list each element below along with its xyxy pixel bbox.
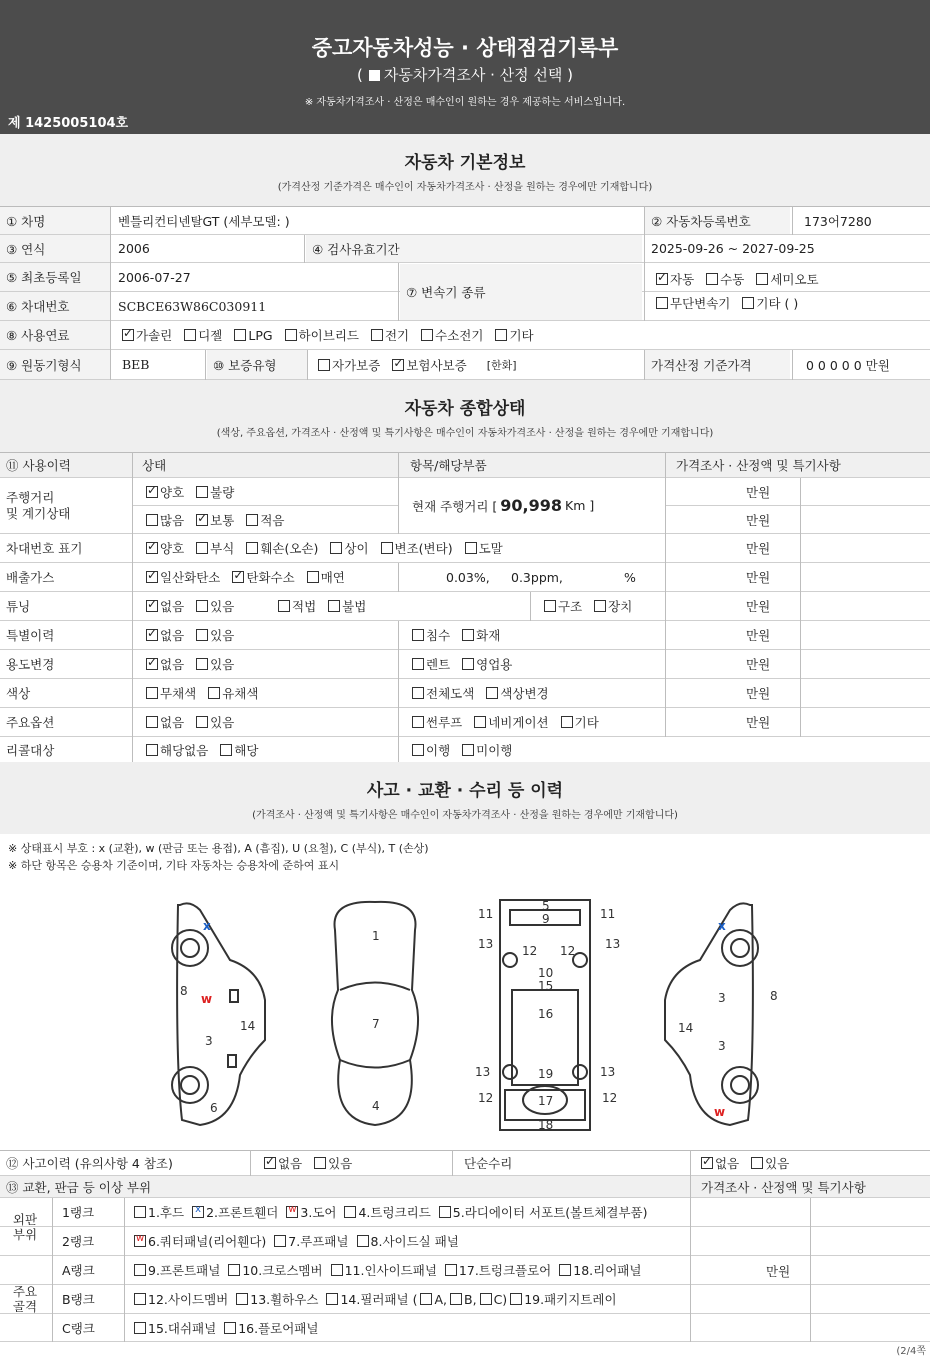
diagram-label-5: 5 [542, 899, 550, 913]
vin-mark-rust-checkbox[interactable] [196, 542, 208, 554]
fuel-other-checkbox[interactable] [495, 329, 507, 341]
row-emission: 배출가스 ✓ 일산화탄소 ✓ 탄화수소 매연 0.03%, 0.3ppm, % 만원 [0, 563, 930, 592]
mark-w-right: w [714, 1105, 726, 1119]
meter-good-checkbox[interactable] [146, 486, 158, 498]
row-rank2: 2랭크 w 6.쿼터패널(리어휀다) 7.루프패널 8.사이드실 패널 [0, 1227, 930, 1256]
diagram-label-6: 6 [210, 1101, 218, 1115]
option-none-checkbox[interactable] [146, 716, 158, 728]
special-flood-checkbox[interactable] [412, 629, 424, 641]
record-number: 제 1425005104호 [8, 116, 129, 131]
vin-mark-smear-checkbox[interactable] [465, 542, 477, 554]
page-title: 중고자동차성능 · 상태점검기록부 [311, 36, 619, 60]
row-first-reg: ⑤ 최초등록일 2006-07-27 [0, 263, 930, 292]
vin-mark-good-checkbox[interactable] [146, 542, 158, 554]
basic-info-title: 자동차 기본정보 [404, 153, 526, 173]
color-change-checkbox[interactable] [486, 687, 498, 699]
tuning-legal-checkbox[interactable] [278, 600, 290, 612]
part-package-tray-checkbox[interactable] [510, 1293, 522, 1305]
legend-note: ※ 하단 항목은 승용차 기준이며, 기타 자동차는 승용차에 준하여 표시 [8, 859, 340, 872]
fuel-gasoline-checkbox[interactable] [122, 329, 134, 341]
recall-na-checkbox[interactable] [146, 744, 158, 756]
fuel-lpg-checkbox[interactable] [234, 329, 246, 341]
svg-text:3: 3 [718, 991, 726, 1005]
fuel-hydrogen-checkbox[interactable] [421, 329, 433, 341]
diagram-label-13: 13 [478, 937, 494, 951]
warranty-self-checkbox[interactable] [318, 359, 330, 371]
part-pillar-panel-checkbox[interactable] [326, 1293, 338, 1305]
emission-hc-value: 0.3ppm, [511, 569, 563, 585]
mark-x-left: x [203, 919, 211, 933]
row-rank1: 1랭크 1.후드 x 2.프론트휀더 w 3.도어 4.트렁크리드 5.라디에이터 서포트(볼트체결부품) [0, 1198, 930, 1227]
part-trunk-lid-checkbox[interactable] [344, 1206, 356, 1218]
diagram-label-17: 17 [538, 1094, 554, 1108]
accident-title: 사고 · 교환 · 수리 등 이력 [366, 781, 564, 801]
price-option-line: ( 자동차가격조사 · 산정 선택 ) [357, 66, 573, 84]
row-rankC: C랭크 15.대쉬패널 16.플로어패널 [0, 1314, 930, 1342]
car-damage-diagram [0, 880, 930, 1150]
part-quarter-panel-checkbox[interactable] [134, 1235, 146, 1247]
price-option-checkbox[interactable] [369, 70, 380, 81]
diagram-label-8: 8 [180, 984, 188, 998]
car-name-value: 벤틀리컨티넨탈GT (세부모델: ) [118, 213, 290, 229]
color-achromatic-checkbox[interactable] [146, 687, 158, 699]
use-business-checkbox[interactable] [462, 658, 474, 670]
accident-subtitle: (가격조사 · 산정액 및 특기사항은 매수인이 자동차가격조사 · 산정을 원하는 경우에만 기재합니다) [252, 810, 678, 821]
tuning-none-checkbox[interactable] [146, 600, 158, 612]
row-accident-history: ⑫ 사고이력 (유의사항 4 참조) ✓ 없음 있음 단순수리 ✓ 없음 있음 [0, 1150, 930, 1176]
inspect-period-value: 2025-09-26 ~ 2027-09-25 [651, 241, 815, 256]
part-roof-panel-checkbox[interactable] [274, 1235, 286, 1247]
option-other-checkbox[interactable] [561, 716, 573, 728]
part-wheel-house-checkbox[interactable] [236, 1293, 248, 1305]
use-rent-checkbox[interactable] [412, 658, 424, 670]
price-value: 0 0 0 0 0 만원 [806, 357, 890, 373]
accident-none-checkbox[interactable] [264, 1157, 276, 1169]
emission-co-value: 0.03%, [446, 569, 490, 585]
part-dash-panel-checkbox[interactable] [134, 1322, 146, 1334]
part-floor-panel-checkbox[interactable] [224, 1322, 236, 1334]
option-sunroof-checkbox[interactable] [412, 716, 424, 728]
emission-smoke-checkbox[interactable] [307, 571, 319, 583]
trans-auto-checkbox[interactable] [656, 273, 668, 285]
trans-manual-checkbox[interactable] [706, 273, 718, 285]
special-fire-checkbox[interactable] [462, 629, 474, 641]
vin-mark-damage-checkbox[interactable] [246, 542, 258, 554]
diagram-label-11: 11 [478, 907, 494, 921]
part-front-fender-checkbox[interactable] [192, 1206, 204, 1218]
row-year: ③ 연식 2006 ④ 검사유효기간 2025-09-26 ~ 2027-09-25 [0, 235, 930, 263]
row-special: 특별이력 ✓ 없음 있음 침수 화재 만원 [0, 621, 930, 650]
special-none-checkbox[interactable] [146, 629, 158, 641]
svg-text:8: 8 [770, 989, 778, 1003]
diagram-label-18: 18 [538, 1118, 554, 1132]
tuning-exists-checkbox[interactable] [196, 600, 208, 612]
simple-repair-none-checkbox[interactable] [701, 1157, 713, 1169]
fuel-hybrid-checkbox[interactable] [285, 329, 297, 341]
accident-exists-checkbox[interactable] [314, 1157, 326, 1169]
svg-text:12: 12 [602, 1091, 618, 1105]
mileage-value: 90,998 [500, 496, 563, 515]
svg-text:3: 3 [718, 1039, 726, 1053]
part-front-panel-checkbox[interactable] [134, 1264, 146, 1276]
diagram-label-12: 12 [522, 944, 538, 958]
mileage-few-checkbox[interactable] [246, 514, 258, 526]
emission-hc-checkbox[interactable] [232, 571, 244, 583]
fuel-electric-checkbox[interactable] [371, 329, 383, 341]
row-use-change: 용도변경 ✓ 없음 있음 렌트 영업용 만원 [0, 650, 930, 679]
row-rankB: B랭크 12.사이드멤버 13.휠하우스 14.필러패널 ( A, B, C) 19.패키지트레이 [0, 1285, 930, 1314]
first-reg-value: 2006-07-27 [118, 269, 191, 285]
header-banner [0, 0, 930, 134]
overall-header-row: ⑪ 사용이력 상태 항목/해당부품 가격조사 · 산정액 및 특기사항 [0, 452, 930, 478]
tuning-illegal-checkbox[interactable] [328, 600, 340, 612]
trans-row-2: 무단변속기 기타 ( ) [650, 290, 810, 316]
use-change-none-checkbox[interactable] [146, 658, 158, 670]
basic-info-table: ① 차명 벤틀리컨티넨탈GT (세부모델: ) ② 자동차등록번호 173어7280 ③ 연식 2006 ④ 검사유효기간 2025-09-26 ~ 2027-09-25 ⑤ 최초등록일 2006-07-27 ⑥ 차대번호 SCBCE63W86C030911 ⑦ 변속기 종류 ✓ 자동 수동 세미오토 무단변속기 기타 ( ) ⑧ 사용연료 ✓ 가솔린 디젤 LPG 하이브리드 전기 수소전기 기타 ⑨ 원동기형식 BEB ⑩ 보증유형 자가보증 ✓ 보험사보증 [한화] 가격산정 기준가격 0 0 0 0 0 만원 [0, 206, 930, 380]
simple-repair-exists-checkbox[interactable] [751, 1157, 763, 1169]
row-vin-mark: 차대번호 표기 ✓ 양호 부식 훼손(오손) 상이 변조(변타) 도말 만원 [0, 534, 930, 563]
vin-mark-differ-checkbox[interactable] [330, 542, 342, 554]
reg-no-value: 173어7280 [804, 213, 872, 229]
part-side-sill-checkbox[interactable] [357, 1235, 369, 1247]
svg-text:11: 11 [600, 907, 616, 921]
tuning-device-checkbox[interactable] [594, 600, 606, 612]
row-fuel: ⑧ 사용연료 ✓ 가솔린 디젤 LPG 하이브리드 전기 수소전기 기타 [0, 321, 930, 350]
mileage-normal-checkbox[interactable] [196, 514, 208, 526]
tuning-structure-checkbox[interactable] [544, 600, 556, 612]
svg-text:14: 14 [678, 1021, 694, 1035]
option-exists-checkbox[interactable] [196, 716, 208, 728]
engine-value: BEB [122, 357, 150, 372]
part-hood-checkbox[interactable] [134, 1206, 146, 1218]
vin-value: SCBCE63W86C030911 [118, 298, 267, 314]
warranty-ins-checkbox[interactable] [392, 359, 404, 371]
svg-text:13: 13 [600, 1065, 616, 1079]
meter-bad-checkbox[interactable] [196, 486, 208, 498]
row-rankA: A랭크 9.프론트패널 10.크로스멤버 11.인사이드패널 17.트렁크플로어 18.리어패널 [0, 1256, 930, 1285]
vin-mark-altered-checkbox[interactable] [381, 542, 393, 554]
color-fullpaint-checkbox[interactable] [412, 687, 424, 699]
trans-cvt-checkbox[interactable] [656, 297, 668, 309]
recall-done-checkbox[interactable] [412, 744, 424, 756]
option-navi-checkbox[interactable] [474, 716, 486, 728]
emission-co-checkbox[interactable] [146, 571, 158, 583]
trans-other-checkbox[interactable] [742, 297, 754, 309]
row-engine: ⑨ 원동기형식 BEB ⑩ 보증유형 자가보증 ✓ 보험사보증 [한화] 가격산정 기준가격 0 0 0 0 0 만원 [0, 350, 930, 380]
diagram-label-15: 15 [538, 979, 554, 993]
part-door-checkbox[interactable] [286, 1206, 298, 1218]
svg-text:12: 12 [478, 1091, 494, 1105]
diagram-label-14: 14 [240, 1019, 256, 1033]
mileage-many-checkbox[interactable] [146, 514, 158, 526]
part-side-member-checkbox[interactable] [134, 1293, 146, 1305]
page-number: (2/4쪽 [896, 1346, 926, 1357]
overall-band [0, 380, 930, 452]
row-mileage: 주행거리 및 계기상태 ✓ 양호 불량 많음 ✓ 보통 적음 현재 주행거리 [ 90,998 Km ] 만원 만원 [0, 478, 930, 534]
header-note: ※ 자동차가격조사 · 산정은 매수인이 원하는 경우 제공하는 서비스입니다. [304, 97, 626, 108]
warranty-options: 자가보증 ✓ 보험사보증 [한화] [312, 350, 642, 379]
diagram-label-1: 1 [372, 929, 380, 943]
part-radiator-support-checkbox[interactable] [439, 1206, 451, 1218]
row-color: 색상 무채색 유채색 전체도색 색상변경 만원 [0, 679, 930, 708]
legend-symbols: ※ 상태표시 부호 : x (교환), w (판금 또는 용접), A (흠집), U (요철), C (부식), T (손상) [8, 842, 429, 855]
diagram-label-4: 4 [372, 1099, 380, 1113]
row-parts-header: ⑬ 교환, 판금 등 이상 부위 가격조사 · 산정액 및 특기사항 [0, 1176, 930, 1198]
mark-x-right: x [718, 919, 726, 933]
recall-yes-checkbox[interactable] [220, 744, 232, 756]
part-trunk-floor-checkbox[interactable] [445, 1264, 457, 1276]
part-inside-panel-checkbox[interactable] [331, 1264, 343, 1276]
diagram-label-3: 3 [205, 1034, 213, 1048]
basic-info-band [0, 134, 930, 206]
accident-band [0, 762, 930, 834]
special-exists-checkbox[interactable] [196, 629, 208, 641]
year-value: 2006 [118, 241, 150, 256]
fuel-options: ✓ 가솔린 디젤 LPG 하이브리드 전기 수소전기 기타 [116, 321, 716, 349]
mark-w-left: w [201, 992, 213, 1006]
diagram-label-19: 19 [538, 1067, 554, 1081]
use-change-exists-checkbox[interactable] [196, 658, 208, 670]
row-vin: ⑥ 차대번호 SCBCE63W86C030911 [0, 292, 930, 321]
diagram-label-7: 7 [372, 1017, 380, 1031]
accident-table: ⑫ 사고이력 (유의사항 4 참조) ✓ 없음 있음 단순수리 ✓ 없음 있음 ⑬ 교환, 판금 등 이상 부위 가격조사 · 산정액 및 특기사항 외판 부위 주요 골격 1랭크 1.후드 x 2.프론트휀더 w 3.도어 4.트렁크리드 5.라디에이터 서포트(볼트체결부품) 2랭크 w 6.쿼터패널(리어휀다) 7.루프패널 8.사이드실 패널 A랭크 9.프론트패널 10.크로스멤버 11.인사이드패널 17.트렁크플로어 18.리어패널 B랭크 12.사이드멤버 13.휠하우스 14.필러패널 ( A, B, C) 19.패키지트레이 C랭크 15.대쉬패널 16.플로어패널 만원 [0, 1150, 930, 1340]
trans-row-1: ✓ 자동 수동 세미오토 [650, 266, 831, 292]
color-chromatic-checkbox[interactable] [208, 687, 220, 699]
trans-semi-checkbox[interactable] [756, 273, 768, 285]
row-tuning: 튜닝 ✓ 없음 있음 적법 불법 구조 장치 만원 [0, 592, 930, 621]
row-car-name: ① 차명 벤틀리컨티넨탈GT (세부모델: ) ② 자동차등록번호 173어7280 [0, 206, 930, 235]
svg-text:13: 13 [475, 1065, 491, 1079]
diagram-label-16: 16 [538, 1007, 554, 1021]
mileage-reading: 현재 주행거리 [ 90,998 Km ] [412, 496, 595, 515]
part-pillar-b-checkbox[interactable] [450, 1293, 462, 1305]
part-pillar-c-checkbox[interactable] [480, 1293, 492, 1305]
row-recall: 리콜대상 해당없음 해당 이행 미이행 [0, 737, 930, 763]
overall-table [0, 452, 930, 762]
fuel-diesel-checkbox[interactable] [184, 329, 196, 341]
svg-text:13: 13 [605, 937, 621, 951]
part-rear-panel-checkbox[interactable] [559, 1264, 571, 1276]
part-cross-member-checkbox[interactable] [228, 1264, 240, 1276]
diagram-label-9: 9 [542, 912, 550, 926]
diagram-label-10: 10 [538, 966, 554, 980]
part-pillar-a-checkbox[interactable] [420, 1293, 432, 1305]
svg-text:12: 12 [560, 944, 576, 958]
overall-subtitle: (색상, 주요옵션, 가격조사 · 산정액 및 특기사항은 매수인이 자동차가격조사 · 산정을 원하는 경우에만 기재합니다) [216, 428, 714, 439]
overall-title: 자동차 종합상태 [404, 399, 526, 419]
row-options: 주요옵션 없음 있음 썬루프 네비게이션 기타 만원 [0, 708, 930, 737]
basic-info-subtitle: (가격산정 기준가격은 매수인이 자동차가격조사 · 산정을 원하는 경우에만 기재합니다) [277, 182, 653, 193]
recall-not-checkbox[interactable] [462, 744, 474, 756]
